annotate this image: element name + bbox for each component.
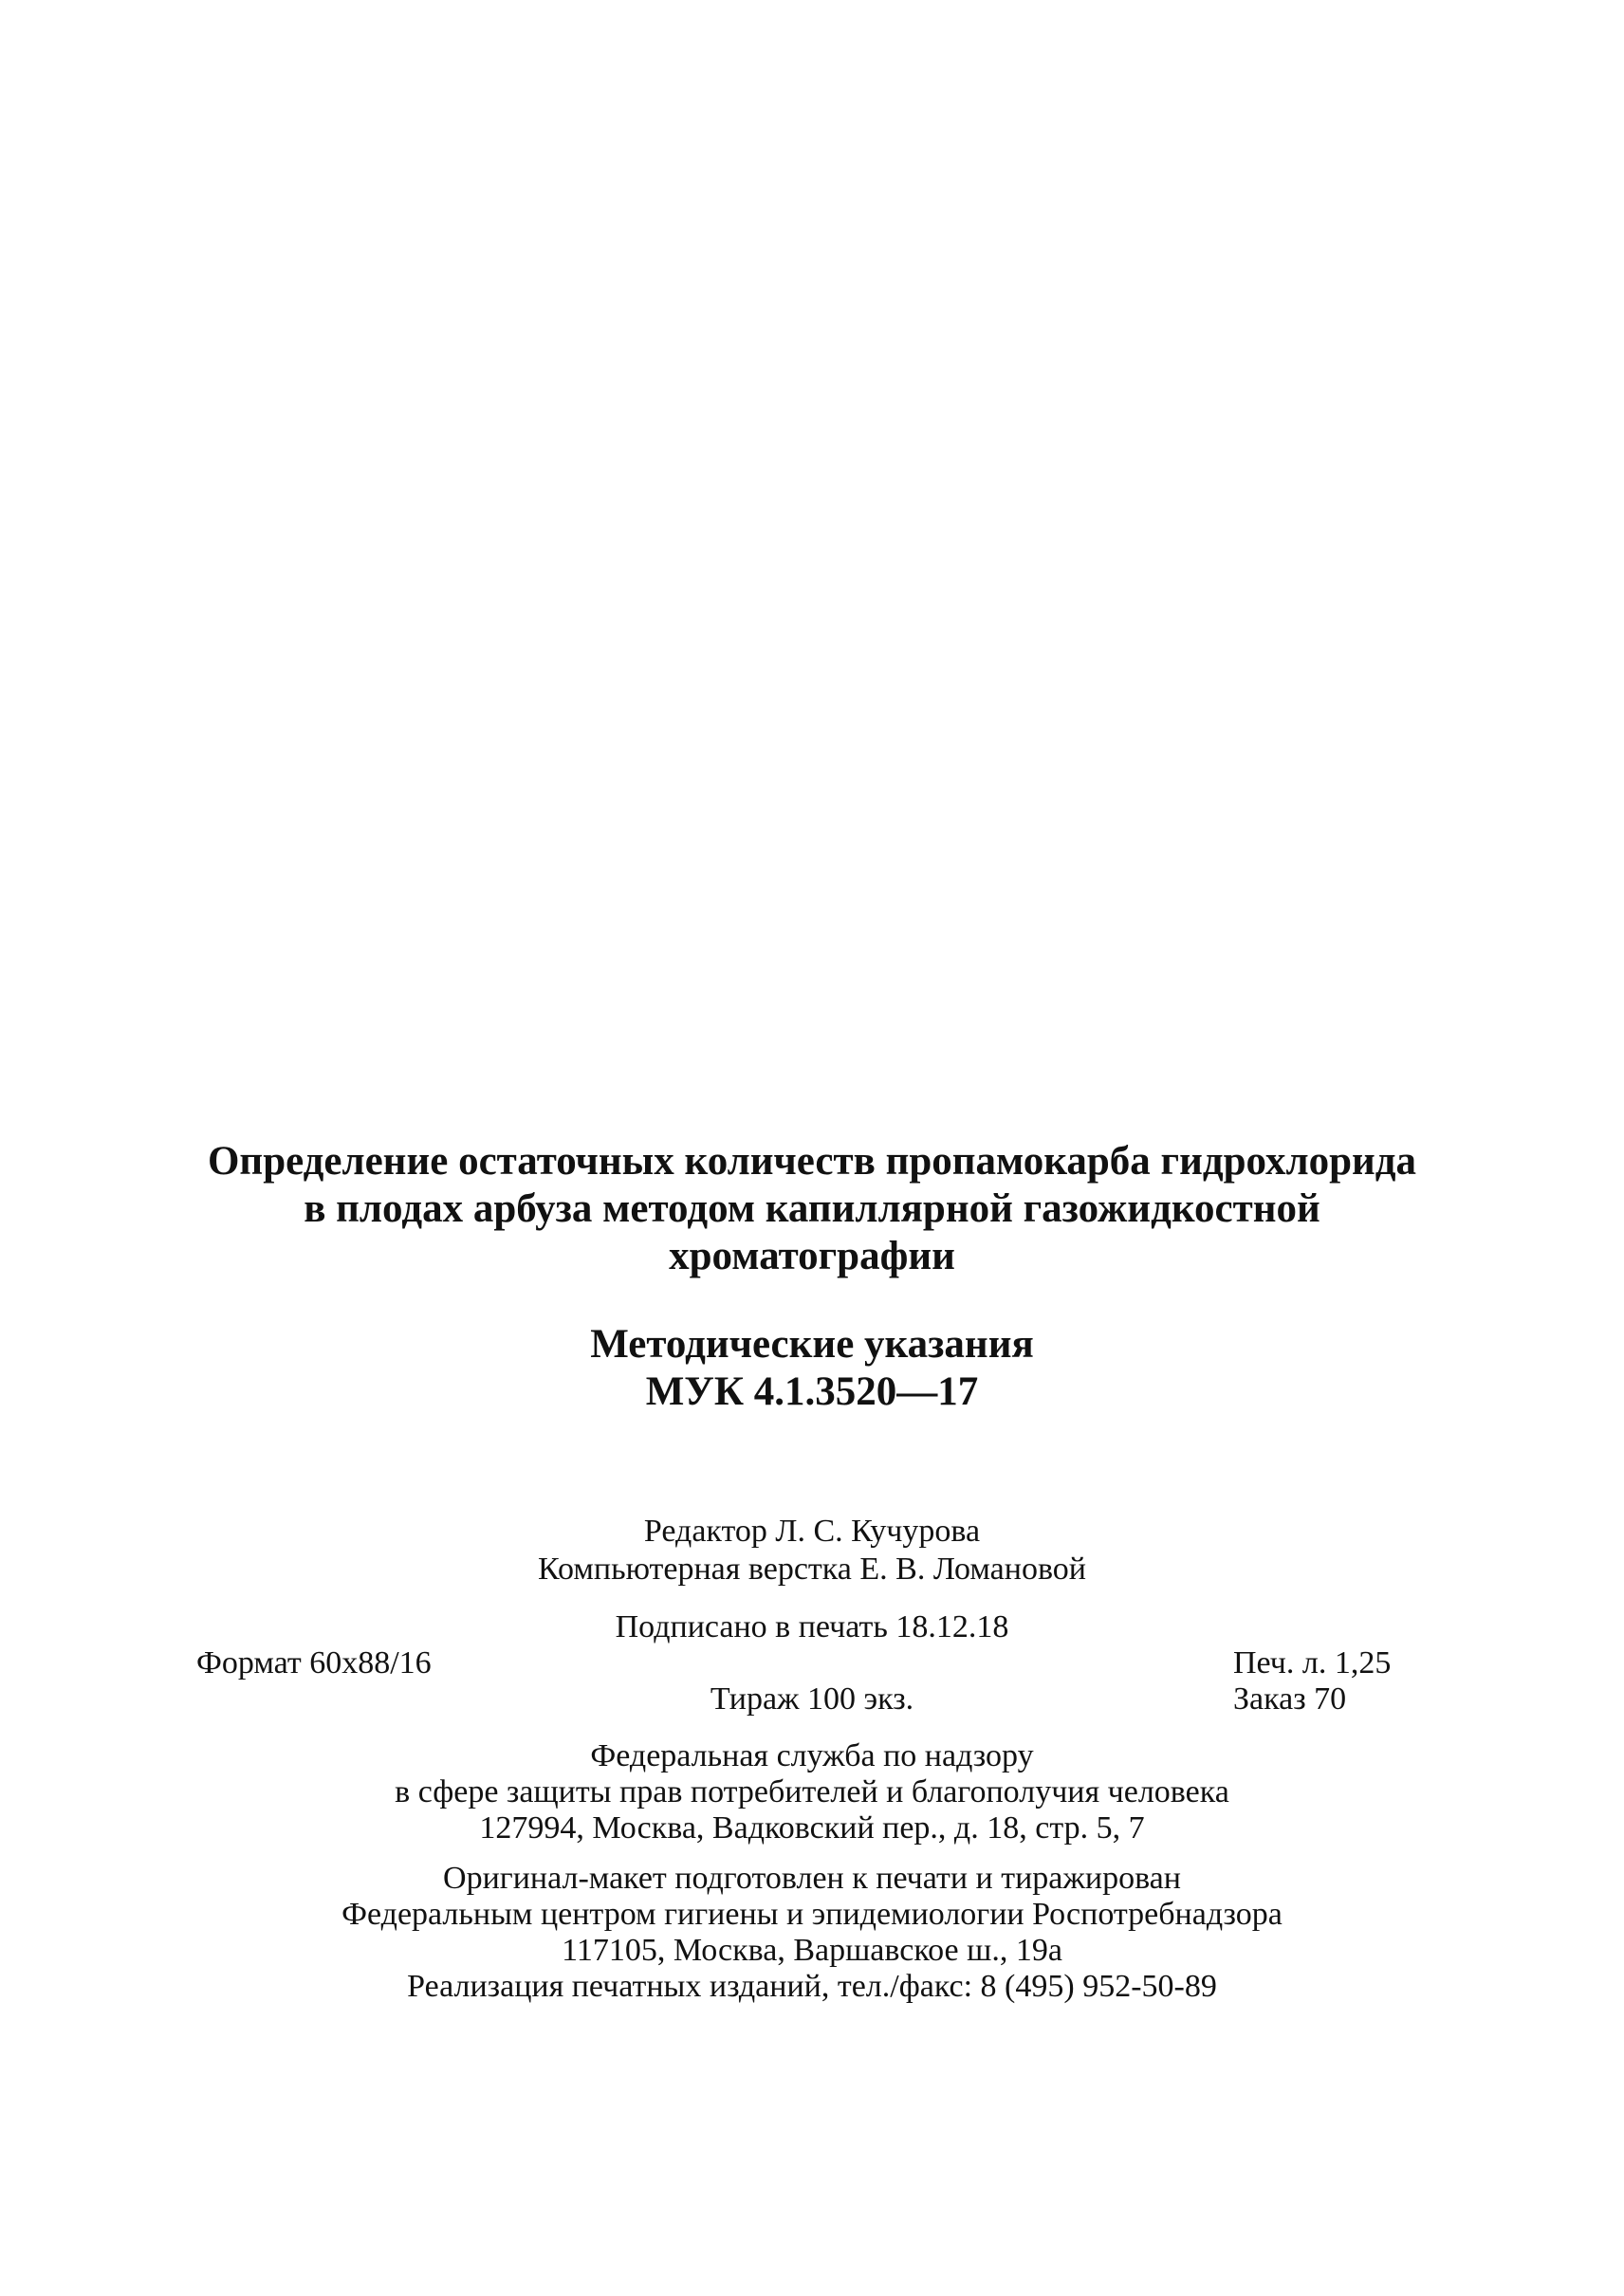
title-line-3: хроматографии: [669, 1234, 955, 1278]
printer-info: [0, 1861, 1624, 2005]
agency-line-3: 127994, Москва, Вадковский пер., д. 18, стр. 5, 7: [479, 1810, 1145, 1846]
document-subtitle: [0, 1321, 1624, 1416]
agency-info: [0, 1738, 1624, 1846]
title-line-2: в плодах арбуза методом капиллярной газожидкостной: [304, 1186, 1320, 1231]
printer-line-2: Федеральным центром гигиены и эпидемиологии Роспотребнадзора: [341, 1897, 1283, 1932]
format: Формат 60х88/16: [196, 1645, 432, 1681]
order-number: Заказ 70: [1233, 1681, 1347, 1717]
title-line-1: Определение остаточных количеств пропамокарба гидрохлорида: [207, 1139, 1417, 1184]
printer-line-1: Оригинал-макет подготовлен к печати и тиражирован: [443, 1861, 1181, 1896]
layout-by: Компьютерная верстка Е. В. Ломановой: [538, 1552, 1086, 1587]
doc-code: МУК 4.1.3520—17: [645, 1369, 979, 1414]
credits: [0, 1513, 1624, 1589]
agency-line-2: в сфере защиты прав потребителей и благополучия человека: [395, 1774, 1229, 1809]
print-run: Тираж 100 экз.: [710, 1681, 914, 1717]
printer-line-3: 117105, Москва, Варшавское ш., 19а: [562, 1933, 1062, 1968]
printed-sheets: Печ. л. 1,25: [1233, 1645, 1392, 1681]
doc-type: Методические указания: [590, 1322, 1034, 1367]
signed-for-print: Подписано в печать 18.12.18: [615, 1609, 1009, 1644]
document-title: [0, 1138, 1624, 1280]
editor: Редактор Л. С. Кучурова: [643, 1514, 981, 1549]
printer-line-4: Реализация печатных изданий, тел./факс: 8 (495) 952-50-89: [407, 1969, 1217, 2004]
agency-line-1: Федеральная служба по надзору: [590, 1738, 1034, 1773]
